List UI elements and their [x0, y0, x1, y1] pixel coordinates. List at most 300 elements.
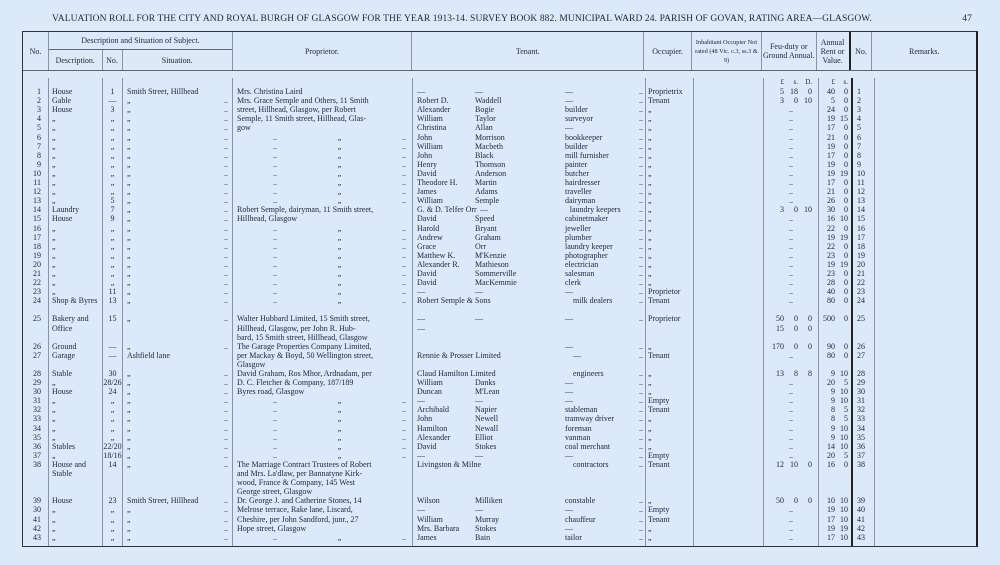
- ditto-mark: „: [337, 414, 342, 424]
- feu-duty: [764, 214, 819, 223]
- entry-number-right: 40: [853, 505, 875, 514]
- description: „: [49, 187, 103, 196]
- col-description: Description.: [49, 50, 103, 70]
- entry-number: 13: [23, 196, 49, 205]
- entry-number-right: 19: [853, 251, 875, 260]
- entry-number-right: 33: [853, 414, 875, 423]
- annual-rent: [819, 487, 853, 496]
- situation-dots: ..: [224, 150, 228, 160]
- tenant-surname: Bain: [475, 532, 491, 542]
- table-row: [23, 233, 976, 242]
- feu-part: 0: [808, 323, 812, 333]
- tenant-first-name: Christina: [417, 123, 447, 133]
- ditto-mark: ..: [273, 223, 277, 233]
- tenant-first-name: Archibald: [417, 405, 449, 415]
- table-row: [23, 96, 976, 105]
- table-row: [23, 424, 976, 433]
- feu-part: 0: [794, 96, 798, 106]
- tenant-occupation: salesman: [565, 268, 595, 278]
- situation-text: „: [127, 432, 131, 442]
- tenant-dots: ..: [639, 405, 643, 415]
- description: House: [49, 496, 103, 505]
- tenant-first-name: John: [417, 414, 433, 424]
- street-number: 1: [103, 87, 123, 96]
- street-number: „: [103, 133, 123, 142]
- entry-number-right: 34: [853, 424, 875, 433]
- entry-number-right: [853, 487, 875, 496]
- description: „: [49, 278, 103, 287]
- feu-duty: [764, 269, 819, 278]
- situation: [123, 133, 233, 142]
- occupier: „: [646, 433, 694, 442]
- feu-value: ..: [789, 123, 793, 133]
- page-number: 47: [962, 14, 972, 24]
- description: [49, 333, 103, 342]
- situation-text: „: [127, 278, 131, 288]
- entry-number: 9: [23, 160, 49, 169]
- occupier: Proprietor: [646, 314, 694, 323]
- annual-rent: [819, 451, 853, 460]
- tenant-surname: Murray: [475, 514, 499, 524]
- entry-number: 23: [23, 287, 49, 296]
- entry-number-right: 16: [853, 224, 875, 233]
- inhabitant-not-rated: [694, 324, 764, 333]
- tenant-dots: ..: [639, 287, 643, 297]
- tenant-first-name: John: [417, 132, 433, 142]
- situation-text: „: [127, 378, 131, 388]
- annual-rent: [819, 242, 853, 251]
- entry-number-right: 41: [853, 515, 875, 524]
- inhabitant-not-rated: [694, 269, 764, 278]
- annual-rent: [819, 278, 853, 287]
- ditto-mark: ..: [402, 159, 406, 169]
- remarks: [875, 496, 979, 505]
- tenant: [413, 487, 646, 496]
- rent-part: 28: [827, 278, 835, 288]
- situation: [123, 360, 233, 369]
- inhabitant-not-rated: [694, 242, 764, 251]
- remarks: [875, 278, 979, 287]
- occupier: Empty: [646, 396, 694, 405]
- tenant-first-name: Duncan: [417, 387, 442, 397]
- ditto-mark: ..: [273, 141, 277, 151]
- feu-value: ..: [789, 296, 793, 306]
- ditto-mark: „: [337, 423, 342, 433]
- inhabitant-not-rated: [694, 533, 764, 542]
- annual-rent: [819, 169, 853, 178]
- street-number: „: [103, 178, 123, 187]
- tenant-first-name: Alexander: [417, 432, 451, 442]
- rent-part: 22: [827, 241, 835, 251]
- tenant: [413, 178, 646, 187]
- table-row: [23, 369, 976, 378]
- ditto-mark: „: [337, 178, 342, 188]
- feu-value: ..: [789, 450, 793, 460]
- tenant-surname: [494, 296, 573, 305]
- annual-rent: [819, 196, 853, 205]
- description: Stable: [49, 369, 103, 378]
- feu-value: ..: [789, 532, 793, 542]
- proprietor-ditto: [233, 251, 413, 260]
- tenant-dots: ..: [639, 214, 643, 224]
- occupier: [646, 478, 694, 487]
- street-number: [103, 487, 123, 496]
- proprietor-ditto: [233, 242, 413, 251]
- description: „: [49, 378, 103, 387]
- situation-text: „: [127, 223, 131, 233]
- feu-part: 12: [776, 459, 784, 469]
- proprietor-ditto: [233, 414, 413, 423]
- proprietor: bard, 15 Smith street, Hillhead, Glasgow: [233, 333, 413, 342]
- entry-number-right: 30: [853, 387, 875, 396]
- ditto-mark: ..: [402, 414, 406, 424]
- street-number: 9: [103, 214, 123, 223]
- tenant-dots: ..: [639, 341, 643, 351]
- occupier: „: [646, 369, 694, 378]
- entry-number-right: 25: [853, 314, 875, 323]
- situation-dots: ..: [224, 414, 228, 424]
- proprietor-ditto: [233, 433, 413, 442]
- entry-number: 30: [23, 387, 49, 396]
- description: Stables: [49, 442, 103, 451]
- situation-text: „: [127, 514, 131, 524]
- situation-dots: ..: [224, 205, 228, 215]
- occupier: [646, 469, 694, 478]
- entry-number-right: 5: [853, 123, 875, 132]
- tenant-surname: [475, 360, 565, 369]
- entry-number-right: [853, 469, 875, 478]
- rent-part: 0: [844, 278, 848, 288]
- tenant-dots: ..: [639, 96, 643, 106]
- tenant-dots: ..: [639, 150, 643, 160]
- table-row: [23, 387, 976, 396]
- ditto-mark: ..: [273, 159, 277, 169]
- street-number: „: [103, 424, 123, 433]
- occupier: „: [646, 269, 694, 278]
- annual-rent: [819, 351, 853, 360]
- description: „: [49, 114, 103, 123]
- street-number: [103, 333, 123, 342]
- rent-part: 0: [844, 123, 848, 133]
- situation: [123, 314, 233, 323]
- street-number: 30: [103, 369, 123, 378]
- street-number: 15: [103, 314, 123, 323]
- rent-part: 16: [827, 214, 835, 224]
- rent-part: 19: [827, 505, 835, 515]
- ditto-mark: ..: [273, 414, 277, 424]
- entry-number-right: 32: [853, 405, 875, 414]
- tenant-occupation: [565, 324, 631, 333]
- remarks: [875, 233, 979, 242]
- entry-number-right: 3: [853, 105, 875, 114]
- table-row: [23, 496, 976, 505]
- feu-part: 0: [794, 341, 798, 351]
- situation-dots: ..: [224, 187, 228, 197]
- entry-number-right: 21: [853, 269, 875, 278]
- entry-number-right: [853, 305, 875, 314]
- occupier: Tenant: [646, 351, 694, 360]
- situation-dots: ..: [224, 132, 228, 142]
- inhabitant-not-rated: [694, 433, 764, 442]
- entry-number-right: 20: [853, 260, 875, 269]
- inhabitant-not-rated: [694, 133, 764, 142]
- entry-number-right: [853, 360, 875, 369]
- page-title: [52, 14, 972, 24]
- feu-duty: [764, 342, 819, 351]
- occupier: „: [646, 260, 694, 269]
- feu-duty: [764, 260, 819, 269]
- feu-duty: [764, 405, 819, 414]
- table-row: [23, 324, 976, 333]
- tenant-first-name: Alexander R.: [417, 259, 460, 269]
- street-number: 24: [103, 387, 123, 396]
- table-row: [23, 187, 976, 196]
- description: House: [49, 105, 103, 114]
- situation-text: „: [127, 96, 131, 106]
- ditto-mark: „: [337, 432, 342, 442]
- rent-part: 0: [844, 287, 848, 297]
- situation-dots: ..: [224, 532, 228, 542]
- rent-part: 17: [827, 150, 835, 160]
- tenant-first-name: Alexander: [417, 105, 451, 115]
- tenant-surname: Stokes: [475, 523, 497, 533]
- rent-part: 5: [844, 405, 848, 415]
- situation: [123, 524, 233, 533]
- table-row: [23, 396, 976, 405]
- tenant-occupation: —: [565, 96, 573, 106]
- rent-part: 40: [827, 287, 835, 297]
- proprietor: street, Hillhead, Glasgow, per Robert: [233, 105, 413, 114]
- remarks: [875, 314, 979, 323]
- remarks: [875, 105, 979, 114]
- feu-duty: [764, 414, 819, 423]
- description: „: [49, 414, 103, 423]
- entry-number: 1: [23, 87, 49, 96]
- feu-duty: [764, 478, 819, 487]
- ditto-mark: ..: [273, 250, 277, 260]
- situation: [123, 405, 233, 414]
- feu-part: 0: [808, 496, 812, 506]
- tenant-surname: —: [475, 450, 483, 460]
- situation-text: „: [127, 187, 131, 197]
- rent-part: 8: [831, 405, 835, 415]
- remarks: [875, 424, 979, 433]
- occupier: „: [646, 151, 694, 160]
- tenant-first-name: Mrs. Barbara: [417, 523, 460, 533]
- tenant-dots: ..: [639, 314, 643, 324]
- occupier: „: [646, 160, 694, 169]
- situation: [123, 205, 233, 214]
- ditto-mark: „: [337, 196, 342, 206]
- tenant-occupation: bookkeeper: [565, 132, 603, 142]
- tenant-dots: ..: [639, 378, 643, 388]
- tenant-occupation: —: [565, 450, 573, 460]
- situation-text: „: [127, 423, 131, 433]
- situation-text: „: [127, 268, 131, 278]
- inhabitant-not-rated: [694, 169, 764, 178]
- feu-duty: [764, 114, 819, 123]
- tenant: [413, 214, 646, 223]
- ditto-mark: ..: [402, 532, 406, 542]
- tenant-occupation: [565, 305, 631, 314]
- description: „: [49, 224, 103, 233]
- tenant-surname: [475, 469, 565, 478]
- situation-dots: ..: [224, 314, 228, 324]
- annual-rent: [819, 333, 853, 342]
- rent-units: [819, 78, 853, 87]
- remarks: [875, 442, 979, 451]
- proprietor-ditto: [233, 187, 413, 196]
- tenant-dots: ..: [639, 223, 643, 233]
- occupier: „: [646, 114, 694, 123]
- entry-number: 35: [23, 433, 49, 442]
- tenant-occupation: tramway driver: [565, 414, 615, 424]
- tenant-occupation: —: [573, 350, 581, 360]
- situation-text: Smith Street, Hillhead: [127, 87, 199, 97]
- tenant: [413, 515, 646, 524]
- situation: [123, 333, 233, 342]
- proprietor-ditto: [233, 160, 413, 169]
- street-number: „: [103, 114, 123, 123]
- tenant: [413, 242, 646, 251]
- rent-part: 5: [844, 378, 848, 388]
- inhabitant-not-rated: [694, 142, 764, 151]
- occupier: Empty: [646, 505, 694, 514]
- ditto-mark: ..: [273, 132, 277, 142]
- remarks: [875, 469, 979, 478]
- description: „: [49, 133, 103, 142]
- rent-part: 9: [831, 423, 835, 433]
- situation-text: „: [127, 232, 131, 242]
- occupier: „: [646, 178, 694, 187]
- table-row: [23, 460, 976, 469]
- tenant-dots: ..: [639, 441, 643, 451]
- ditto-mark: „: [337, 450, 342, 460]
- situation-text: „: [127, 241, 131, 251]
- entry-number: 21: [23, 269, 49, 278]
- feu-duty: [764, 424, 819, 433]
- situation-dots: ..: [224, 259, 228, 269]
- street-number: —: [103, 351, 123, 360]
- table-row: [23, 451, 976, 460]
- rent-part: 17: [827, 123, 835, 133]
- feu-part: 0: [794, 314, 798, 324]
- inhabitant-not-rated: [694, 196, 764, 205]
- inhabitant-not-rated: [694, 123, 764, 132]
- proprietor: [233, 305, 413, 314]
- rent-part: 5: [844, 450, 848, 460]
- feu-part: 0: [808, 87, 812, 97]
- rent-part: 0: [844, 196, 848, 206]
- situation-text: „: [127, 205, 131, 215]
- feu-value: ..: [789, 150, 793, 160]
- occupier: „: [646, 133, 694, 142]
- tenant-surname: —: [475, 87, 483, 97]
- col-tenant: Tenant.: [412, 32, 644, 70]
- tenant: [413, 187, 646, 196]
- feu-duty: [764, 433, 819, 442]
- unit-pounds: £: [831, 78, 835, 86]
- occupier: „: [646, 533, 694, 542]
- table-row: [23, 515, 976, 524]
- tenant-surname: Semple: [475, 196, 499, 206]
- situation: [123, 96, 233, 105]
- tenant-dots: ..: [639, 196, 643, 206]
- entry-number-right: [853, 333, 875, 342]
- tenant-occupation: jeweller: [565, 223, 591, 233]
- tenant: [413, 378, 646, 387]
- description: [49, 487, 103, 496]
- annual-rent: [819, 151, 853, 160]
- situation-dots: ..: [224, 268, 228, 278]
- unit-pounds: £: [780, 78, 784, 86]
- tenant: [413, 533, 646, 542]
- situation: [123, 242, 233, 251]
- feu-duty: [764, 305, 819, 314]
- annual-rent: [819, 460, 853, 469]
- ditto-mark: ..: [273, 441, 277, 451]
- tenant-occupation: engineers: [573, 369, 604, 378]
- remarks: [875, 405, 979, 414]
- situation-dots: ..: [224, 96, 228, 106]
- occupier: „: [646, 278, 694, 287]
- situation-text: „: [127, 414, 131, 424]
- annual-rent: [819, 442, 853, 451]
- inhabitant-not-rated: [694, 305, 764, 314]
- tenant-occupation: hairdresser: [565, 178, 601, 188]
- situation-dots: ..: [224, 214, 228, 224]
- situation-dots: ..: [224, 496, 228, 506]
- tenant-dots: ..: [639, 241, 643, 251]
- col-rent: Annual Rent or Value.: [817, 32, 851, 70]
- situation: [123, 442, 233, 451]
- rent-part: 23: [827, 250, 835, 260]
- street-number: „: [103, 269, 123, 278]
- feu-duty: [764, 524, 819, 533]
- situation-dots: ..: [224, 296, 228, 306]
- occupier: „: [646, 187, 694, 196]
- tenant-dots: ..: [639, 514, 643, 524]
- situation-text: „: [127, 132, 131, 142]
- tenant: [413, 451, 646, 460]
- description: „: [49, 396, 103, 405]
- inhabitant-not-rated: [694, 233, 764, 242]
- situation: [123, 451, 233, 460]
- entry-number: 20: [23, 260, 49, 269]
- occupier: „: [646, 242, 694, 251]
- table-row: [23, 333, 976, 342]
- entry-number: 25: [23, 314, 49, 323]
- situation-text: Ashfield lane: [127, 350, 170, 360]
- tenant-first-name: Theodore H.: [417, 178, 458, 188]
- situation-dots: ..: [224, 450, 228, 460]
- entry-number-right: 28: [853, 369, 875, 378]
- annual-rent: [819, 296, 853, 305]
- tenant: [413, 251, 646, 260]
- feu-value: ..: [789, 159, 793, 169]
- ditto-mark: „: [337, 241, 342, 251]
- situation-text: „: [127, 159, 131, 169]
- description: Gable: [49, 96, 103, 105]
- tenant-first-name: —: [417, 287, 425, 297]
- feu-part: 3: [780, 96, 784, 106]
- rent-part: 5: [844, 414, 848, 424]
- description: „: [49, 151, 103, 160]
- entry-number: 30: [23, 505, 49, 514]
- ditto-mark: „: [337, 259, 342, 269]
- ditto-mark: „: [337, 396, 342, 406]
- ditto-mark: ..: [273, 296, 277, 306]
